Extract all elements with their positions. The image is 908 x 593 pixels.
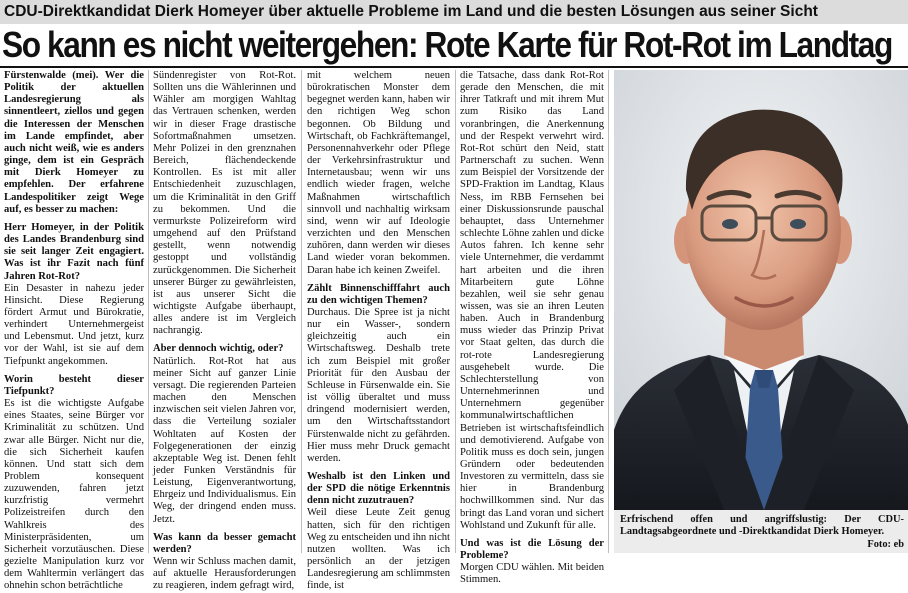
photo-caption — [614, 510, 908, 553]
interview-answer: Es ist die wichtigste Aufgabe eines Staates, seine Bürger vor Kriminalität zu schützen. Und zwar alle Bürger. Nicht nur die, die sich Sicherheit kaufen können. Und statt sich dem Problem konsequent zuzuwenden, fahren jetzt kurzfristig vermehrt Polizeistreifen durch den Wahlkreis des Ministerpräsidenten, um Sicherheit vorzutäuschen. Diese gezielte Manipulation kurz vor dem Wahltermin verlängert das ohnehin schon beträchtliche — [4, 398, 144, 592]
interview-answer: Durchaus. Die Spree ist ja nicht nur ein Wasser-, sondern gleichzeitig auch ein Wirtschaftsweg. Deshalb trete ich zum Beispiel mit großer Priorität für den Ausbau der Schleuse in Fürsenwalde ein. Sie ist völlig überaltet und muss dringend modernisiert werden, um den Wirtschaftsstandort Fürstenwalde nicht zu gefährden. Hier muss mehr Druck gemacht werden. — [307, 306, 450, 464]
interview-answer: Wenn wir Schluss machen damit, auf aktuelle Herausforderungen zu reagieren, indem gefragt wird, — [153, 556, 296, 592]
interview-answer: Natürlich. Rot-Rot hat aus meiner Sicht auf ganzer Linie versagt. Die regierenden Parteien machen den Menschen inzwischen seit vielen Jahren vor, dass die Verteilung sozialer Wohltaten auf Kosten der Folgegenerationen der einzig akzeptable Weg ist. Denen fehlt jeder Funken Verständnis für Leistung, Eigenverantwortung, Ehrgeiz und Individualismus. Ein Weg, der dringend enden muss. Jetzt. — [153, 355, 296, 525]
article-column-1 — [4, 70, 144, 592]
article-column-3 — [307, 70, 451, 592]
column-divider — [608, 70, 609, 553]
column-divider — [148, 70, 149, 553]
interview-question: Was kann da besser gemacht werden? — [153, 531, 296, 555]
headline-rule — [0, 66, 908, 68]
photo-credit: Foto: eb — [867, 538, 904, 550]
interview-answer: Morgen CDU wählen. Mit beiden Stimmen. — [460, 562, 604, 586]
portrait-photo — [614, 70, 908, 510]
portrait-illustration — [614, 70, 908, 510]
interview-question: Weshalb ist den Linken und der SPD die nötige Erkenntnis denn nicht zuzutrauen? — [307, 471, 450, 507]
interview-answer: Ein Desaster in nahezu jeder Hinsicht. Diese Regierung fördert Armut und Bürokratie, verhindert Unternehmergeist und Lebensmut. Und jetzt, kurz vor der Wahl, ist sie auf dem Tiefpunkt angekommen. — [4, 282, 144, 367]
interview-answer: Sündenregister von Rot-Rot. Sollten uns die Wählerinnen und Wähler am morgigen Wahltag das Vertrauen schenken, werden wir in dieser Frage drastische Sofortmaßnahmen umsetzen. Mehr Polizei in den grenznahen Bereich, flächendeckende Kontrollen. Es ist mit aller Entschiedenheit zuzuschlagen, um die Kriminalität in den Griff zu bekommen. Und die vermurkste Polizeireform wird umgehend auf den Prüfstand gestellt, wenn notwendig gestoppt und vollständig zurückgenommen. Die Sicherheit unserer Bürger zu gewährleisten, ist aus unserer Sicht die wichtigste Aufgabe überhaupt, alles andere ist im Vergleich nachrangig. — [153, 70, 296, 337]
interview-question: Zählt Binnenschifffahrt auch zu den wichtigen Themen? — [307, 282, 450, 306]
article-column-2 — [153, 70, 296, 592]
article-intro: Fürstenwalde (mei). Wer die Politik der aktuellen Landesregierung als sinnentleert, ziellos und gegen die Interessen der Menschen im Lande empfindet, aber auch nicht weiß, wie es anders ginge, dem ist ein Gespräch mit Dierk Homeyer zu empfehlen. Der erfahrene Landespolitiker zeigt Wege auf, es besser zu machen: — [4, 70, 144, 215]
headline: So kann es nicht weitergehen: Rote Karte für Rot-Rot im Landtag — [2, 24, 892, 65]
interview-question: Aber dennoch wichtig, oder? — [153, 343, 284, 355]
kicker-line: CDU-Direktkandidat Dierk Homeyer über aktuelle Probleme im Land und die besten Lösungen aus seiner Sicht — [0, 0, 908, 24]
interview-question: Und was ist die Lösung der Probleme? — [460, 537, 604, 562]
interview-question: Herr Homeyer, in der Politik des Landes Brandenburg sind sie seit langer Zeit engagiert. Was ist ihr Fazit nach fünf Jahren Rot-Rot? — [4, 221, 144, 282]
interview-answer: die Tatsache, dass dank Rot-Rot gerade den Menschen, die mit ihrer Tatkraft und mit ihrem Mut zum Risiko das Land voranbringen, die Anerkennung und der Respekt verwehrt wird. Rot-Rot schürt den Neid, statt Partnerschaft zu suchen. Wenn zum Beispiel der Vorsitzende der SPD-Fraktion im Landtag, Klaus Ness, im RBB Fernsehen bei einer Diskussionsrunde pauschal behauptet, dass Unternehmer schlechte Löhne zahlen und dicke Autos fahren. Ich kenne sehr viele Unternehmer, die verdammt hart arbeiten und die ihren Mitarbeitern gute Löhne bezahlen, weil sie sehr genau wissen, was sie an ihren Leuten haben. Auch in Brandenburg muss wieder das Prinzip Privat vor Staat gelten, das durch die rot-rote Landesregierung ausgehebelt wurde. Die Schlechterstellung von Unternehmerinnen und Unternehmern gegenüber kommunalwirtschaftlichen Betrieben ist wirtschaftsfeindlich und demotivierend. Aufgabe von Politik muss es doch sein, jungen Gründern oder bedeutenden Investoren zu vermitteln, dass sie hier in Brandenburg hochwillkommen sind. Nur das bringt das Land voran und sichert Wohlstand und Zukunft für alle. — [460, 70, 604, 531]
caption-text: Erfrischend offen und angriffslustig: Der CDU-Landtagsabgeordnete und -Direktkandidat Dierk Homeyer. — [620, 514, 904, 538]
article-column-4 — [460, 70, 604, 586]
column-divider — [455, 70, 456, 553]
interview-answer: mit welchem neuen bürokratischen Monster dem begegnet werden kann, haben wir den richtigen Weg schon begonnen. Ob Bildung und Wirtschaft, ob Fachkräftemangel, Personennahverkehr oder Pflege der Verkehrsinfrastruktur und Internetausbau; wenn wir uns endlich wieder fragen, welche Maßnahmen wirtschaftlich sinnvoll und nachhaltig wirksam sind, wenn wir auf Ideologie verzichten und den Menschen zuhören, dann werden wir dieses Land wieder voran bekommen. Daran habe ich keinen Zweifel. — [307, 70, 450, 276]
column-divider — [301, 70, 302, 553]
interview-answer: Weil diese Leute Zeit genug hatten, sich für den richtigen Weg zu entscheiden und ihn nicht nutzen wollten. Was ich persönlich an der jetzigen Landesregierung am schlimmsten finde, ist — [307, 507, 451, 592]
interview-question: Worin besteht dieser Tiefpunkt? — [4, 373, 144, 397]
